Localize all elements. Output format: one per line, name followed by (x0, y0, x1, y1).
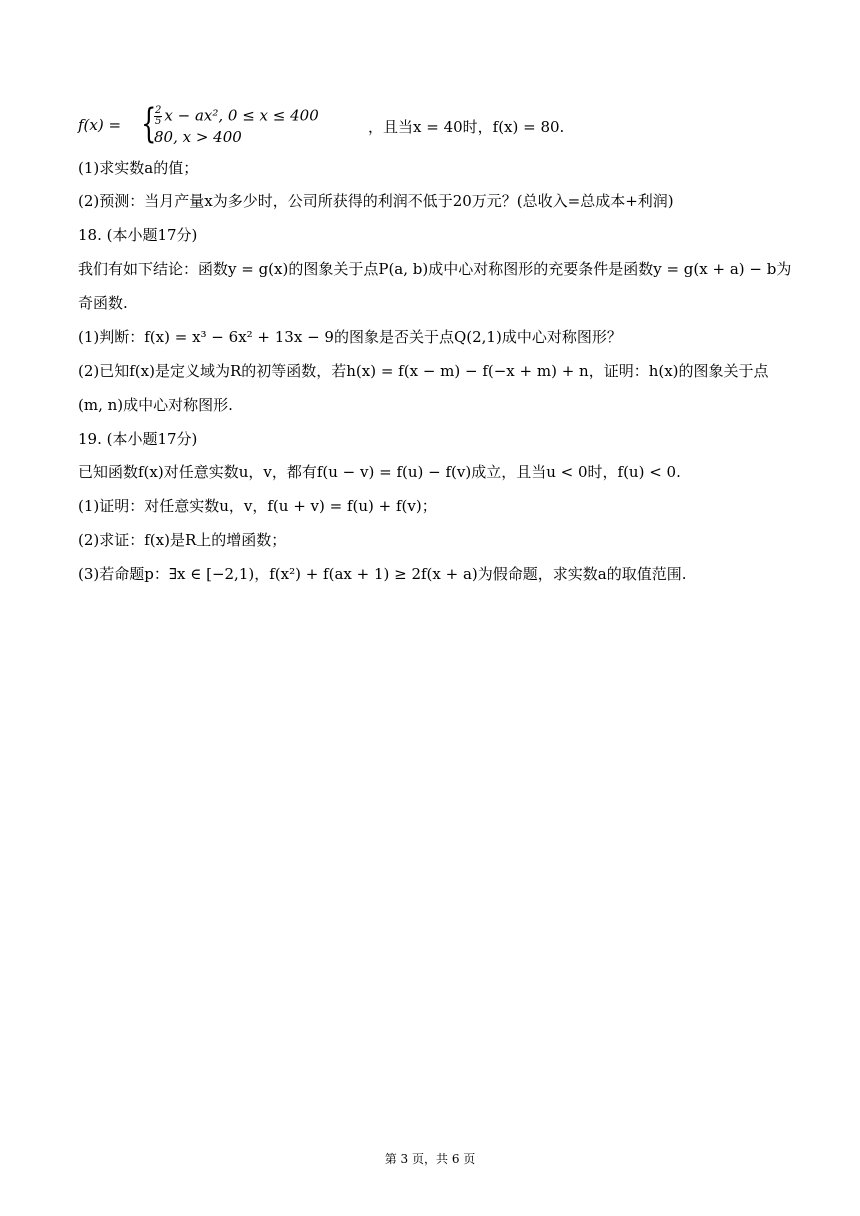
q17-part1: (1)求实数a的值； (78, 159, 199, 177)
page-number-footer: 第 3 页，共 6 页 (384, 1152, 476, 1166)
q18-part2-line1: (2)已知f(x)是定义域为R的初等函数，若h(x) = f(x − m) − f(−x + m) + n，证明：h(x)的图象关于点 (78, 362, 769, 380)
piecewise-case-1: $\frac{2}{5}$ x − ax², 0 ≤ x ≤ 400 (155, 105, 319, 127)
fraction: $\frac{2}{5}$ (155, 105, 162, 127)
q19-statement: 已知函数f(x)对任意实数u，v，都有f(u − v) = f(u) − f(v)成立，且当u < 0时，f(u) < 0. (78, 463, 681, 481)
q18-part1: (1)判断：f(x) = x³ − 6x² + 13x − 9的图象是否关于点Q(2,1)成中心对称图形？ (78, 328, 622, 346)
piecewise-condition: ，且当x = 40时，f(x) = 80. (368, 118, 565, 136)
q18-statement-line1: 我们有如下结论：函数y = g(x)的图象关于点P(a, b)成中心对称图形的充要条件是函数y = g(x + a) − b为 (78, 260, 792, 278)
q18-heading: 18. (本小题17分) (78, 226, 198, 244)
piecewise-case-2: 80, x > 400 (154, 128, 242, 146)
piecewise-lhs: f(x) = (78, 116, 122, 134)
piecewise-function (78, 100, 778, 148)
q19-part2: (2)求证：f(x)是R上的增函数； (78, 531, 287, 549)
q19-part1: (1)证明：对任意实数u，v，f(u + v) = f(u) + f(v)； (78, 497, 437, 515)
left-brace-symbol: { (141, 101, 157, 147)
q19-heading: 19. (本小题17分) (78, 430, 198, 448)
q17-part2: (2)预测：当月产量x为多少时，公司所获得的利润不低于20万元？(总收入=总成本+利润) (78, 192, 674, 210)
q18-part2-line2: (m, n)成中心对称图形. (78, 396, 233, 414)
q19-part3: (3)若命题p：∃x ∈ [−2,1)，f(x²) + f(ax + 1) ≥ 2f(x + a)为假命题，求实数a的取值范围. (78, 565, 687, 583)
q18-statement-line2: 奇函数. (78, 294, 128, 312)
